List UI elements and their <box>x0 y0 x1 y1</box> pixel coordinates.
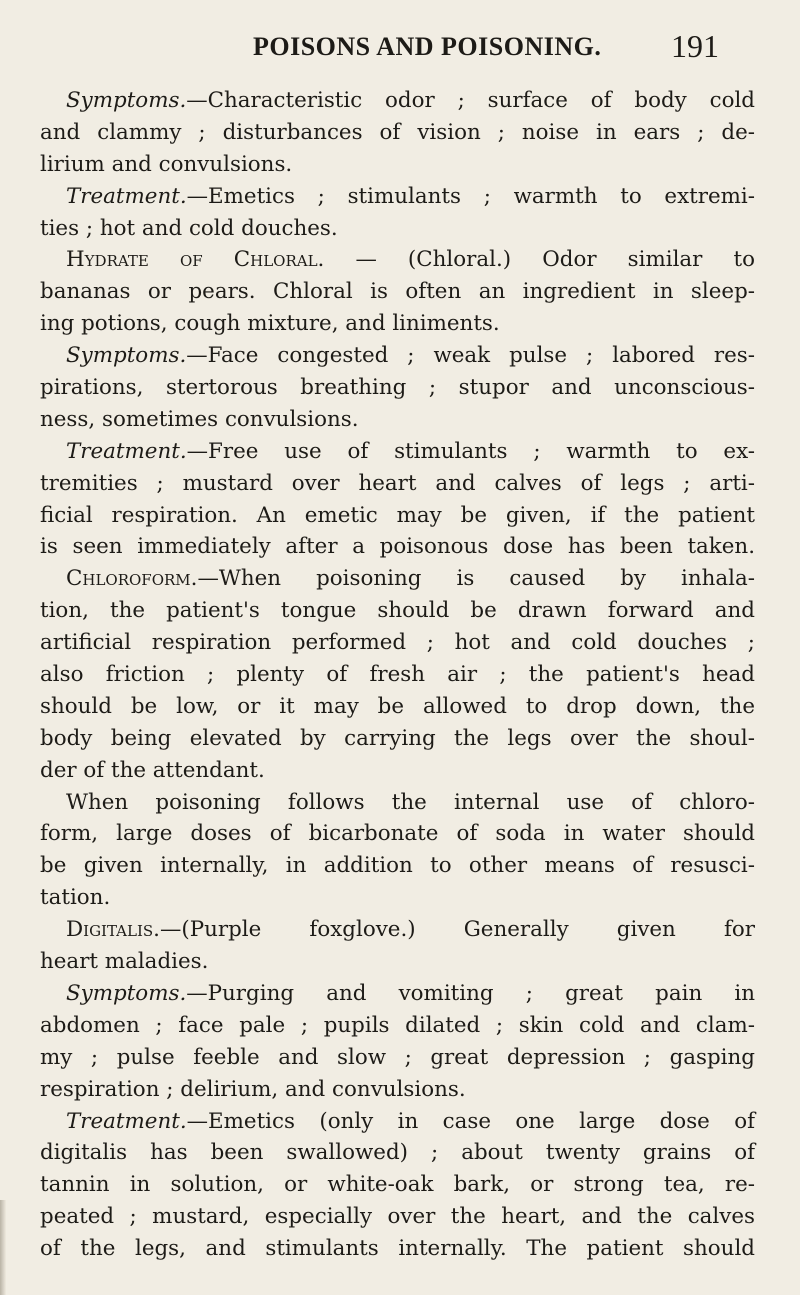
text-line: der of the attendant. <box>40 757 265 783</box>
text-line: artificial respiration performed ; hot and cold douches ; <box>40 630 755 656</box>
text-line: Symptoms.—Purging and vomiting ; great pain in <box>66 980 755 1006</box>
text-line: ing potions, cough mixture, and liniments. <box>40 311 500 337</box>
text-line: abdomen ; face pale ; pupils dilated ; skin cold and clam- <box>40 1012 755 1038</box>
paragraph-hydrate-of-chloral <box>40 244 755 340</box>
section-heading: Treatment. <box>66 438 187 464</box>
text-line: Hydrate of Chloral. — (Chloral.) Odor similar to <box>66 247 755 273</box>
section-heading: Symptoms. <box>66 980 187 1006</box>
text-line: body being elevated by carrying the legs over the shoul- <box>40 725 755 751</box>
running-head: POISONS AND POISONING. <box>253 32 602 61</box>
text-line: ties ; hot and cold douches. <box>40 215 338 241</box>
text-line: tannin in solution, or white-oak bark, or strong tea, re- <box>40 1172 755 1198</box>
text-line: of the legs, and stimulants internally. The patient should <box>40 1236 755 1262</box>
text-line: peated ; mustard, especially over the heart, and the calves <box>40 1204 755 1230</box>
text-line: Treatment.—Emetics ; stimulants ; warmth to extremi- <box>66 183 755 209</box>
text-line: digitalis has been swallowed) ; about twenty grains of <box>40 1140 755 1166</box>
text-line: also friction ; plenty of fresh air ; the patient's head <box>40 662 755 688</box>
text-line: my ; pulse feeble and slow ; great depression ; gasping <box>40 1044 755 1070</box>
text-line: Symptoms.—Characteristic odor ; surface of body cold <box>66 88 755 113</box>
text-line: ness, sometimes convulsions. <box>40 406 359 432</box>
text-line: lirium and convulsions. <box>40 151 293 177</box>
text-line: and clammy ; disturbances of vision ; noise in ears ; de- <box>40 119 755 145</box>
text-line: Treatment.—Free use of stimulants ; warmth to ex- <box>66 438 755 464</box>
paragraph-chloroform-internal <box>40 787 755 915</box>
section-heading: Treatment. <box>66 183 187 209</box>
text-line: respiration ; delirium, and convulsions. <box>40 1076 466 1102</box>
paragraph-symptoms-hydrocyanic <box>40 85 755 181</box>
paragraph-symptoms-chloral <box>40 340 755 436</box>
text-line: tion, the patient's tongue should be drawn forward and <box>40 598 755 624</box>
text-line: Symptoms.—Face congested ; weak pulse ; labored res- <box>66 343 755 369</box>
text-line: is seen immediately after a poisonous dose has been taken. <box>40 534 755 560</box>
paragraph-symptoms-digitalis <box>40 978 755 1106</box>
section-heading: Symptoms. <box>66 88 187 113</box>
text-line: heart maladies. <box>40 949 209 975</box>
paragraph-digitalis <box>40 914 755 978</box>
page-edge-shadow <box>0 1200 6 1295</box>
body-text <box>40 85 755 1265</box>
text-line: pirations, stertorous breathing ; stupor and unconscious- <box>40 375 755 401</box>
text-line: Treatment.—Emetics (only in case one large dose of <box>66 1108 755 1134</box>
text-line: bananas or pears. Chloral is often an ingredient in sleep- <box>40 279 755 305</box>
text-line: Digitalis.—(Purple foxglove.) Generally given for <box>66 917 755 943</box>
section-heading: Hydrate of Chloral. <box>66 247 325 273</box>
text-line: be given internally, in addition to other means of resusci- <box>40 853 755 879</box>
section-heading: Chloroform. <box>66 566 198 592</box>
paragraph-treatment-chloral <box>40 436 755 564</box>
paragraph-treatment-hydrocyanic <box>40 181 755 245</box>
paragraph-treatment-digitalis <box>40 1106 755 1265</box>
text-line: should be low, or it may be allowed to drop down, the <box>40 693 755 719</box>
text-line: form, large doses of bicarbonate of soda in water should <box>40 821 755 847</box>
text-line: Chloroform.—When poisoning is caused by inhala- <box>66 566 755 592</box>
section-heading: Symptoms. <box>66 343 187 369</box>
section-heading: Digitalis. <box>66 917 160 943</box>
paragraph-chloroform <box>40 563 755 786</box>
section-heading: Treatment. <box>66 1108 187 1134</box>
text-line: tremities ; mustard over heart and calves of legs ; arti- <box>40 470 755 496</box>
page-header <box>0 28 800 78</box>
page-number: 191 <box>671 28 719 64</box>
text-line: When poisoning follows the internal use of chloro- <box>66 789 755 815</box>
text-line: ficial respiration. An emetic may be given, if the patient <box>40 502 755 528</box>
text-line: tation. <box>40 885 111 911</box>
